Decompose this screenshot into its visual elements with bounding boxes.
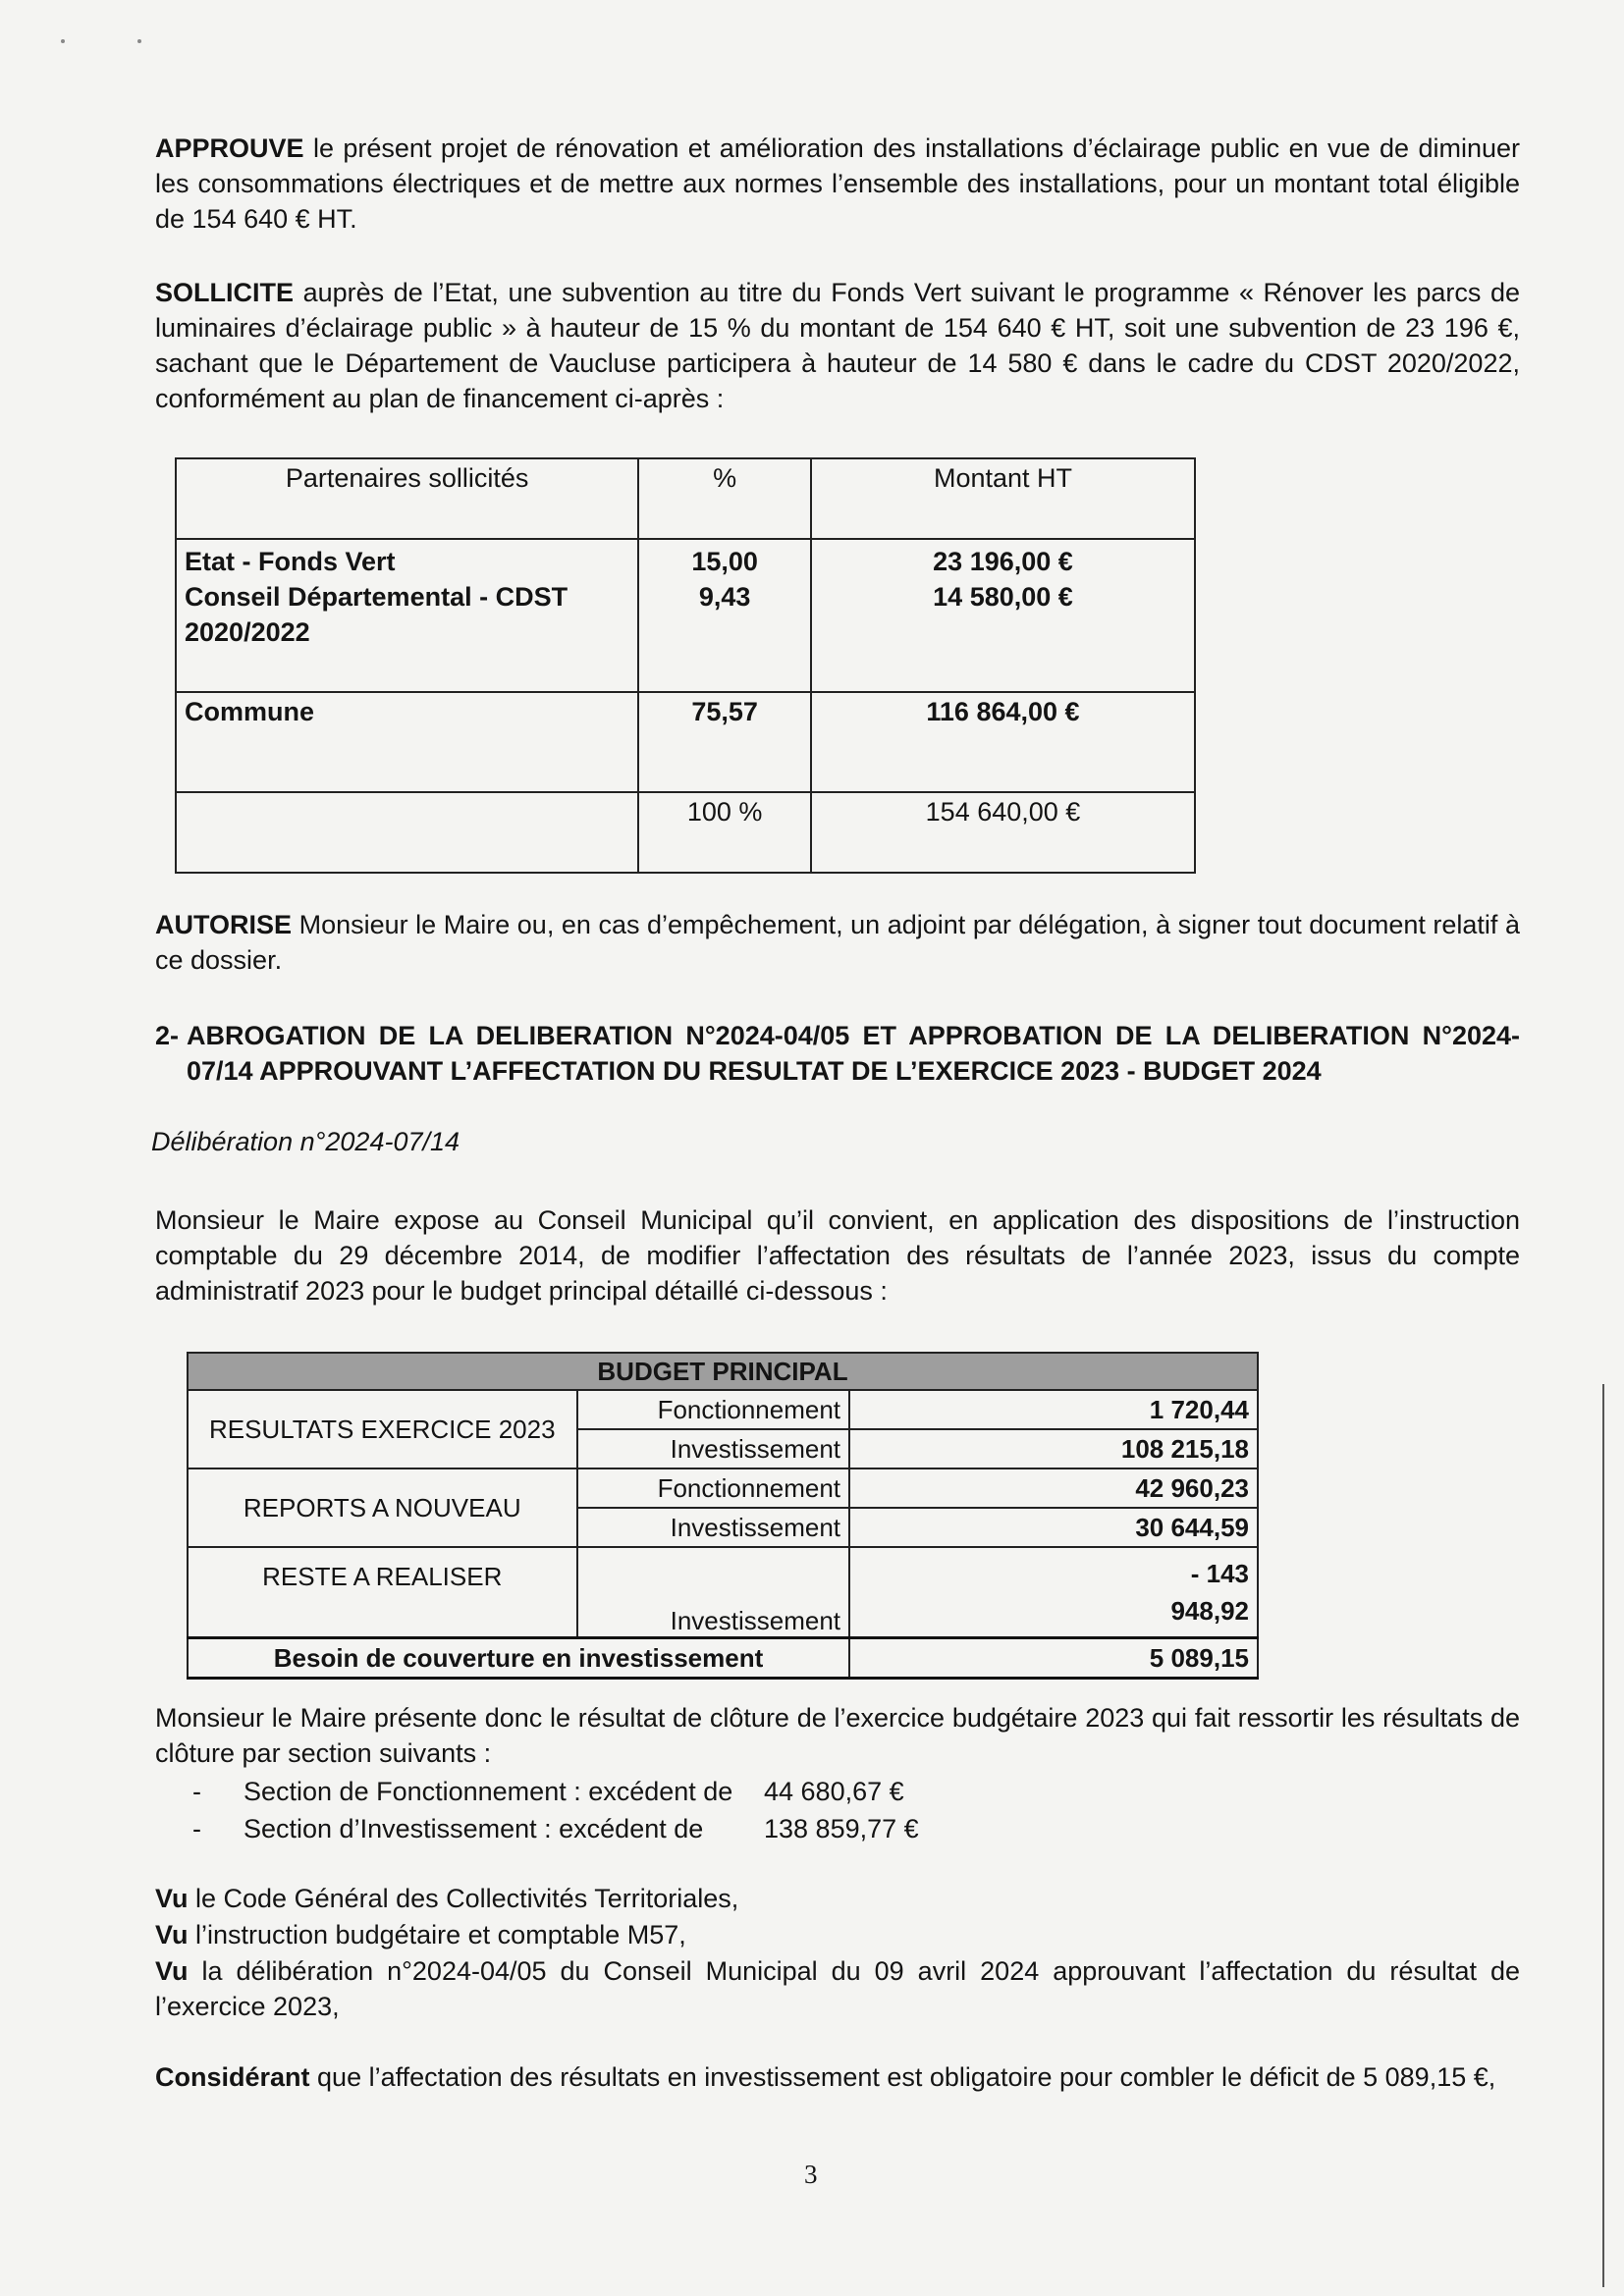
scan-edge-line [1602, 1384, 1604, 2287]
section-2-title [155, 1018, 1520, 1089]
table-row [176, 539, 1195, 692]
amount-cell [811, 539, 1195, 692]
scan-artifact [137, 39, 141, 43]
vu-2 [155, 1917, 1520, 1952]
vu-keyword: Vu [155, 1956, 189, 1986]
reste-value-line1: - 143 [1190, 1559, 1249, 1588]
table-row [188, 1468, 1258, 1508]
table-row [188, 1547, 1258, 1638]
reste-value [849, 1547, 1258, 1638]
budget-table [187, 1352, 1259, 1680]
autorise-keyword: AUTORISE [155, 910, 293, 939]
table-row [176, 792, 1195, 873]
reports-investissement-label: Investissement [577, 1508, 850, 1547]
percent-commune: 75,57 [638, 692, 811, 792]
percent-total: 100 % [638, 792, 811, 873]
vu-text: l’instruction budgétaire et comptable M57, [188, 1920, 686, 1949]
percent-etat: 15,00 [691, 547, 758, 576]
reste-value-line2: 948,92 [1170, 1596, 1249, 1626]
percent-cell [638, 539, 811, 692]
reports-fonctionnement-value: 42 960,23 [849, 1468, 1258, 1508]
vu-keyword: Vu [155, 1920, 189, 1949]
section-title-text: ABROGATION DE LA DELIBERATION N°2024-04/05 ET APPROBATION DE LA DELIBERATION N°2024-07/14 APPROUVANT L’AFFECTATION DU RESULTAT DE L’EXERCICE 2023 - BUDGET 2024 [187, 1021, 1520, 1086]
budget-header-row [188, 1353, 1258, 1390]
partner-commune: Commune [176, 692, 638, 792]
vu-text: le Code Général des Collectivités Territoriales, [188, 1884, 739, 1913]
approuve-paragraph [155, 131, 1520, 237]
resultats-investissement-value: 108 215,18 [849, 1429, 1258, 1468]
autorise-text: Monsieur le Maire ou, en cas d’empêchement, un adjoint par délégation, à signer tout document relatif à ce dossier. [155, 910, 1520, 975]
table-row [176, 692, 1195, 792]
resultats-fonctionnement-value: 1 720,44 [849, 1390, 1258, 1429]
investissement-label: Section d’Investissement : excédent de [244, 1814, 704, 1843]
sections-list [192, 1773, 919, 1847]
amount-departement: 14 580,00 € [933, 582, 1073, 612]
deliberation-reference: Délibération n°2024-07/14 [151, 1127, 460, 1156]
considerant-paragraph [155, 2059, 1520, 2095]
header-partners: Partenaires sollicités [176, 458, 638, 539]
list-dash: - [192, 1777, 201, 1806]
partner-cell [176, 539, 638, 692]
amount-total: 154 640,00 € [811, 792, 1195, 873]
expose-paragraph: Monsieur le Maire expose au Conseil Municipal qu’il convient, en application des dispositions de l’instruction comptable du 29 décembre 2014, de modifier l’affectation des résultats de l’année 2023, issus du compte administratif 2023 pour le budget principal détaillé ci-dessous : [155, 1205, 1520, 1306]
partner-etat: Etat - Fonds Vert [185, 547, 396, 576]
budget-header: BUDGET PRINCIPAL [188, 1353, 1258, 1390]
financing-header-row [176, 458, 1195, 539]
resultats-label: RESULTATS EXERCICE 2023 [188, 1390, 577, 1468]
header-percent: % [638, 458, 811, 539]
presente-paragraph: Monsieur le Maire présente donc le résultat de clôture de l’exercice budgétaire 2023 qui fait ressortir les résultats de clôture par section suivants : [155, 1703, 1520, 1768]
besoin-value: 5 089,15 [849, 1638, 1258, 1679]
considerant-text: que l’affectation des résultats en investissement est obligatoire pour combler le déficit de 5 089,15 €, [309, 2062, 1496, 2092]
vu-3 [155, 1953, 1520, 2024]
considerant-keyword: Considérant [155, 2062, 310, 2092]
scan-artifact [61, 39, 65, 43]
vu-1 [155, 1881, 1520, 1916]
sollicite-keyword: SOLLICITE [155, 278, 294, 307]
sollicite-text: auprès de l’Etat, une subvention au titre du Fonds Vert suivant le programme « Rénover les parcs de luminaires d’éclairage public » à hauteur de 15 % du montant de 154 640 € HT, soit une subvention de 23 196 €, sachant que le Département de Vaucluse participera à hauteur de 14 580 € dans le cadre du CDST 2020/2022, conformément au plan de financement ci-après : [155, 278, 1520, 413]
besoin-label: Besoin de couverture en investissement [188, 1638, 849, 1679]
percent-departement: 9,43 [698, 582, 751, 612]
list-dash: - [192, 1814, 201, 1843]
header-amount: Montant HT [811, 458, 1195, 539]
resultats-investissement-label: Investissement [577, 1429, 850, 1468]
approuve-keyword: APPROUVE [155, 133, 304, 163]
page-number: 3 [804, 2160, 818, 2189]
reste-label: RESTE A REALISER [188, 1547, 577, 1638]
list-item [192, 1810, 919, 1847]
table-row [188, 1390, 1258, 1429]
vu-keyword: Vu [155, 1884, 189, 1913]
investissement-value: 138 859,77 € [764, 1814, 919, 1843]
financing-table [175, 457, 1196, 874]
partner-total [176, 792, 638, 873]
fonctionnement-label: Section de Fonctionnement : excédent de [244, 1777, 733, 1806]
reports-label: REPORTS A NOUVEAU [188, 1468, 577, 1547]
amount-commune: 116 864,00 € [811, 692, 1195, 792]
autorise-paragraph [155, 907, 1520, 978]
list-item [192, 1773, 919, 1810]
amount-etat: 23 196,00 € [933, 547, 1073, 576]
section-number: 2- [155, 1021, 180, 1050]
resultats-fonctionnement-label: Fonctionnement [577, 1390, 850, 1429]
reports-fonctionnement-label: Fonctionnement [577, 1468, 850, 1508]
sollicite-paragraph [155, 275, 1520, 416]
reste-investissement-label: Investissement [577, 1547, 850, 1638]
partner-departement: Conseil Départemental - CDST 2020/2022 [185, 582, 568, 647]
table-row [188, 1638, 1258, 1679]
fonctionnement-value: 44 680,67 € [764, 1777, 904, 1806]
reports-investissement-value: 30 644,59 [849, 1508, 1258, 1547]
approuve-text: le présent projet de rénovation et amélioration des installations d’éclairage public en vue de diminuer les consommations électriques et de mettre aux normes l’ensemble des installations, pour un montant total éligible de 154 640 € HT. [155, 133, 1520, 234]
vu-text: la délibération n°2024-04/05 du Conseil Municipal du 09 avril 2024 approuvant l’affectation du résultat de l’exercice 2023, [155, 1956, 1520, 2021]
